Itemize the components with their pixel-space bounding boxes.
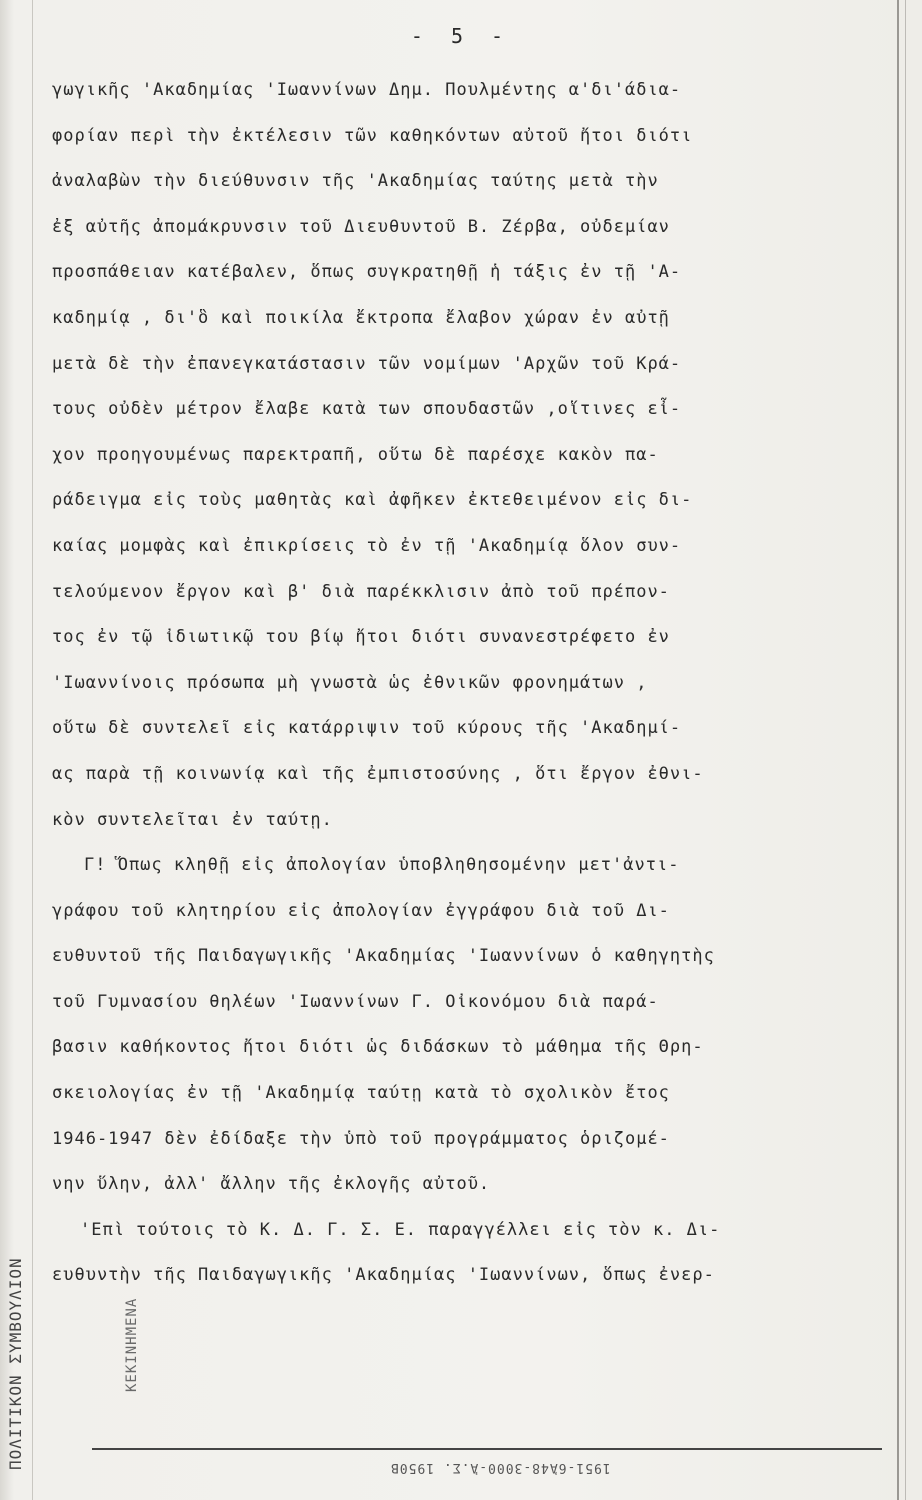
footer-rule	[92, 1448, 882, 1450]
text-line: ράδειγμα εἰς τοὺς μαθητὰς καὶ ἀφῆκεν ἐκτεθειμένον εἰς δι-	[52, 490, 693, 511]
text-line: 1946-1947 δὲν ἐδίδαξε τὴν ὑπὸ τοῦ προγράμματος ὁριζομέ-	[52, 1128, 670, 1149]
text-line: κὸν συντελεῖται ἐν ταύτῃ.	[52, 809, 333, 830]
text-line: βασιν καθήκοντος ἤτοι διότι ὡς διδάσκων τὸ μάθημα τῆς Θρη-	[52, 1037, 704, 1058]
text-line: προσπάθειαν κατέβαλεν, ὅπως συγκρατηθῇ ἡ τάξις ἐν τῇ 'Α-	[52, 262, 682, 283]
text-line: χον προηγουμένως παρεκτραπῆ, οὕτω δὲ παρέσχε κακὸν πα-	[52, 444, 659, 465]
text-line: τος ἐν τῷ ἰδιωτικῷ του βίῳ ἤτοι διότι συνανεστρέφετο ἐν	[52, 627, 670, 648]
text-line: 'Ιωαννίνοις πρόσωπα μὴ γνωστὰ ὡς ἐθνικῶν φρονημάτων ,	[52, 672, 648, 693]
text-line: τους οὐδὲν μέτρον ἔλαβε κατὰ των σπουδαστῶν ,οἵτινες εἶ-	[52, 399, 682, 420]
text-line: γωγικῆς 'Ακαδημίας 'Ιωαννίνων Δημ. Πουλμέντης α'δι'άδια-	[52, 80, 682, 100]
text-line: ευθυντοῦ τῆς Παιδαγωγικῆς 'Ακαδημίας 'Ιωαννίνων ὁ καθηγητὴς	[52, 946, 715, 967]
right-margin-rule-secondary	[905, 0, 906, 1500]
text-line: ἐξ αὐτῆς ἀπομάκρυνσιν τοῦ Διευθυντοῦ Β. Ζέρβα, οὐδεμίαν	[52, 216, 670, 237]
text-line: νην ὕλην, ἀλλ' ἄλλην τῆς ἐκλογῆς αὐτοῦ.	[52, 1174, 491, 1195]
text-line: γράφου τοῦ κλητηρίου εἰς ἀπολογίαν ἐγγράφου διὰ τοῦ Δι-	[52, 900, 670, 921]
page-number: - 5 -	[410, 24, 512, 48]
text-line: ας παρὰ τῇ κοινωνίᾳ καὶ τῆς ἐμπιστοσύνης , ὅτι ἔργον ἐθνι-	[52, 763, 704, 784]
document-body	[52, 68, 888, 1299]
text-line: τελούμενον ἔργον καὶ β' διὰ παρέκκλισιν ἀπὸ τοῦ πρέπον-	[52, 581, 670, 602]
right-margin-rule	[897, 0, 899, 1500]
text-line: σκειολογίας ἐν τῇ 'Ακαδημίᾳ ταύτῃ κατὰ τὸ σχολικὸν ἔτος	[52, 1083, 670, 1104]
text-line: τοῦ Γυμνασίου θηλέων 'Ιωαννίνων Γ. Οἰκονόμου διὰ παρά-	[52, 991, 659, 1012]
text-line: οὕτω δὲ συντελεῖ εἰς κατάρριψιν τοῦ κύρους τῆς 'Ακαδημί-	[52, 718, 682, 739]
text-line: καίας μομφὰς καὶ ἐπικρίσεις τὸ ἐν τῇ 'Ακαδημίᾳ ὅλον συν-	[52, 535, 682, 556]
margin-vertical-text: ΠΟΛΙΤΙΚΟΝ ΣΥΜΒΟΥΛΙΟΝ	[6, 1257, 25, 1470]
print-info: 1951-6Ἀ48-3000-Ἀ.Σ. 1950Β	[390, 1460, 611, 1475]
text-line: καδημίᾳ , δι'ὃ καὶ ποικίλα ἔκτροπα ἔλαβον χώραν ἐν αὐτῇ	[52, 307, 670, 328]
text-line: μετὰ δὲ τὴν ἐπανεγκατάστασιν τῶν νομίμων 'Αρχῶν τοῦ Κρά-	[52, 353, 682, 374]
text-line: 'Επὶ τούτοις τὸ Κ. Δ. Γ. Σ. Ε. παραγγέλλει εἰς τὸν κ. Δι-	[80, 1219, 721, 1240]
text-line: ευθυντὴν τῆς Παιδαγωγικῆς 'Ακαδημίας 'Ιωαννίνων, ὅπως ἐνερ-	[52, 1265, 715, 1286]
text-line: Γ! Ὅπως κληθῇ εἰς ἀπολογίαν ὑποβληθησομένην μετ'ἀντι-	[84, 855, 680, 876]
margin-stamp-text: ΚΕΚΙΝΗΜΕΝΑ	[124, 1297, 140, 1392]
text-line: ἀναλαβὼν τὴν διεύθυνσιν τῆς 'Ακαδημίας ταύτης μετὰ τὴν	[52, 171, 659, 192]
text-line: φορίαν περὶ τὴν ἐκτέλεσιν τῶν καθηκόντων αὐτοῦ ἤτοι διότι	[52, 125, 693, 146]
